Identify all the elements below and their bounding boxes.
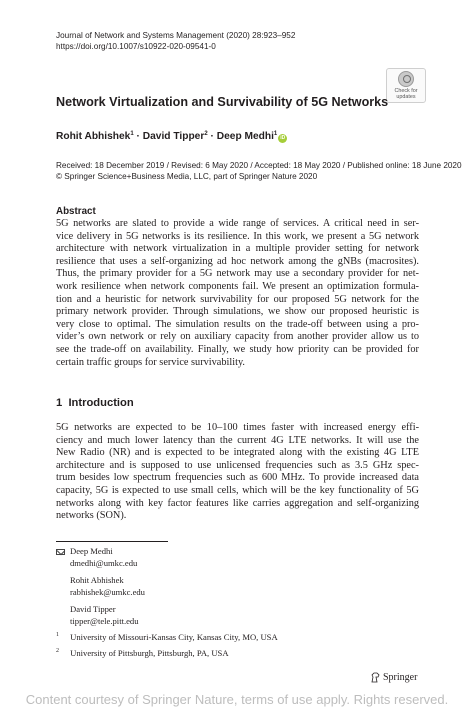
affiliation-number: 1 [56, 632, 59, 638]
author-separator: · [136, 131, 140, 142]
contact-block [70, 546, 145, 627]
author-name[interactable]: David Tipper [142, 131, 205, 142]
author-name[interactable]: Deep Medhi [216, 131, 274, 142]
text-line: very close to optimal. The simulation results on the trade-off between using a pro- [56, 318, 419, 330]
text-line: capacity, 5G is expected to use small cells, which will be the key functionality of 5G [56, 484, 419, 496]
journal-header [56, 30, 295, 52]
text-line: networks (SON). [56, 510, 127, 522]
text-line: vice delivery in 5G networks is its resilience. In this work, we present a 5G network [56, 230, 419, 242]
text-line: 5G networks are slated to provide a wide range of services. A critical need in ser- [56, 218, 419, 229]
contact-email[interactable]: dmedhi@umkc.edu [70, 557, 138, 568]
text-line: work resilience when network components fail. We present an optimization formula- [56, 280, 419, 292]
affiliation-text: University of Pittsburgh, Pittsburgh, PA, USA [70, 647, 229, 658]
author-affil-marker: 1 [130, 131, 134, 137]
orcid-icon[interactable]: iD [280, 135, 286, 141]
article-title: Network Virtualization and Survivability of 5G Networks [56, 95, 389, 109]
text-line: resilience that uses a self-organizing ad hoc network among the gNBs (macrosites). [56, 255, 419, 267]
doi-link[interactable]: https://doi.org/10.1007/s10922-020-09541-0 [56, 42, 216, 51]
journal-citation: Journal of Network and Systems Management (2020) 28:923–952 [56, 31, 296, 40]
text-line: certain traffic groups for service survivability. [56, 356, 245, 368]
text-line: primary network provider. Through simulations, we show our proposed heuristic is [56, 306, 419, 318]
courtesy-notice: Content courtesy of Springer Nature, terms of use apply. Rights reserved. [25, 692, 449, 707]
author-affil-marker: 1 [273, 131, 278, 137]
text-line: New Radio (NR) and is expected to be integrated along with the existing 4G LTE [56, 447, 419, 459]
section-title: Introduction [68, 397, 134, 409]
text-line: architecture and is supposed to use unlicensed frequencies such as 3.5 GHz spec- [56, 459, 419, 471]
text-line: architecture with network virtualization in a multiple provider setting for network [56, 243, 419, 255]
mail-icon [56, 549, 65, 555]
text-line: trum besides low spectrum frequencies such as 600 MHz. To provide increased data [56, 472, 419, 484]
contact-email[interactable]: tipper@tele.pitt.edu [70, 615, 139, 626]
text-line: ciency and much lower latency than the current 4G LTE networks. It will use the [56, 434, 419, 446]
abstract-body [56, 218, 419, 369]
author-affil-marker: 2 [204, 131, 208, 137]
author-separator: · [210, 131, 214, 142]
author-name[interactable]: Rohit Abhishek [56, 131, 131, 142]
affiliation-text: University of Missouri-Kansas City, Kansas City, MO, USA [70, 631, 278, 642]
badge-line1: Check for [394, 88, 418, 94]
author-list [56, 127, 287, 144]
contact-name: David Tipper [70, 604, 116, 614]
text-line: tion and a heuristic for network survivability for our proposed 5G network for the [56, 293, 419, 305]
publication-dates [56, 160, 462, 182]
section-number: 1 [56, 397, 63, 409]
check-for-updates-icon [398, 71, 414, 87]
check-for-updates-badge[interactable] [386, 68, 426, 103]
contact-name: Rohit Abhishek [70, 575, 124, 585]
badge-line2: updates [396, 94, 416, 100]
publisher-name: Springer [383, 672, 418, 683]
copyright-line: © Springer Science+Business Media, LLC, part of Springer Nature 2020 [56, 172, 318, 181]
text-line: see the trade-off on availability. Finally, we study how priority can be provided for [56, 343, 419, 355]
affiliation-item [56, 630, 278, 643]
text-line: networks along with key factor features like carries aggregation and self-organizing [56, 497, 419, 509]
text-line: Thus, the primary provider for a 5G network may use a secondary provider for net- [56, 268, 419, 280]
footnote-rule [56, 541, 168, 542]
introduction-body [56, 422, 419, 523]
abstract-heading: Abstract [56, 206, 96, 217]
affiliation-number: 2 [56, 648, 59, 654]
springer-horse-icon [371, 672, 380, 683]
affiliation-item [56, 646, 229, 659]
publisher-logo [371, 672, 417, 683]
text-line: 5G networks are expected to be 10–100 times faster with increased energy effi- [56, 422, 419, 433]
contact-email[interactable]: rabhishek@umkc.edu [70, 586, 145, 597]
contact-name: Deep Medhi [70, 546, 113, 556]
section-heading-introduction [56, 397, 134, 409]
text-line: vider’s own network or rely on auxiliary capacity from another provider allow us to [56, 331, 419, 343]
history-dates: Received: 18 December 2019 / Revised: 6 May 2020 / Accepted: 18 May 2020 / Published online: 18 June 2020 [56, 161, 462, 170]
